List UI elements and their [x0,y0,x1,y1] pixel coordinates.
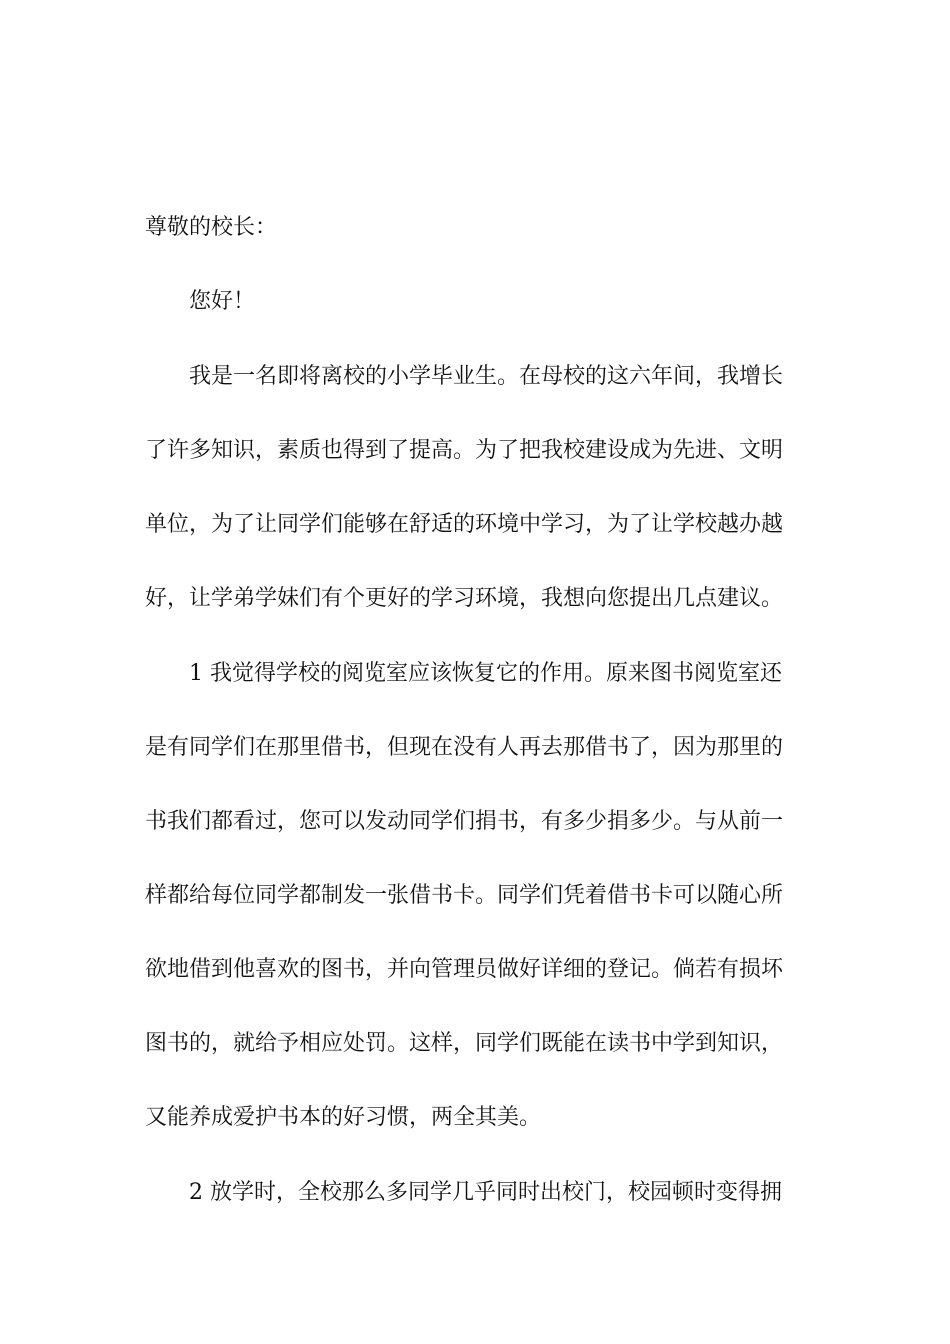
body-line-9: 欲地借到他喜欢的图书，并向管理员做好详细的登记。倘若有损坏 [145,957,784,982]
body-line-8: 样都给每位同学都制发一张借书卡。同学们凭着借书卡可以随心所 [145,883,784,908]
body-line-11: 又能养成爱护书本的好习惯，两全其美。 [145,1105,542,1130]
body-line-5: 1 我觉得学校的阅览室应该恢复它的作用。原来图书阅览室还 [189,661,782,686]
body-line-10: 图书的，就给予相应处罚。这样，同学们既能在读书中学到知识， [145,1031,784,1056]
body-line-7: 书我们都看过，您可以发动同学们捐书，有多少捐多少。与从前一 [145,809,784,834]
salutation: 尊敬的校长： [145,215,278,240]
body-line-2: 了许多知识，素质也得到了提高。为了把我校建设成为先进、文明 [145,438,784,463]
body-line-4: 好，让学弟学妹们有个更好的学习环境，我想向您提出几点建议。 [145,586,784,611]
body-line-1: 我是一名即将离校的小学毕业生。在母校的这六年间，我增长 [189,364,784,389]
body-line-6: 是有同学们在那里借书，但现在没有人再去那借书了，因为那里的 [145,735,784,760]
body-line-12: 2 放学时，全校那么多同学几乎同时出校门，校园顿时变得拥 [189,1180,782,1205]
body-line-3: 单位，为了让同学们能够在舒适的环境中学习，为了让学校越办越 [145,512,784,537]
greeting: 您好！ [189,289,256,314]
